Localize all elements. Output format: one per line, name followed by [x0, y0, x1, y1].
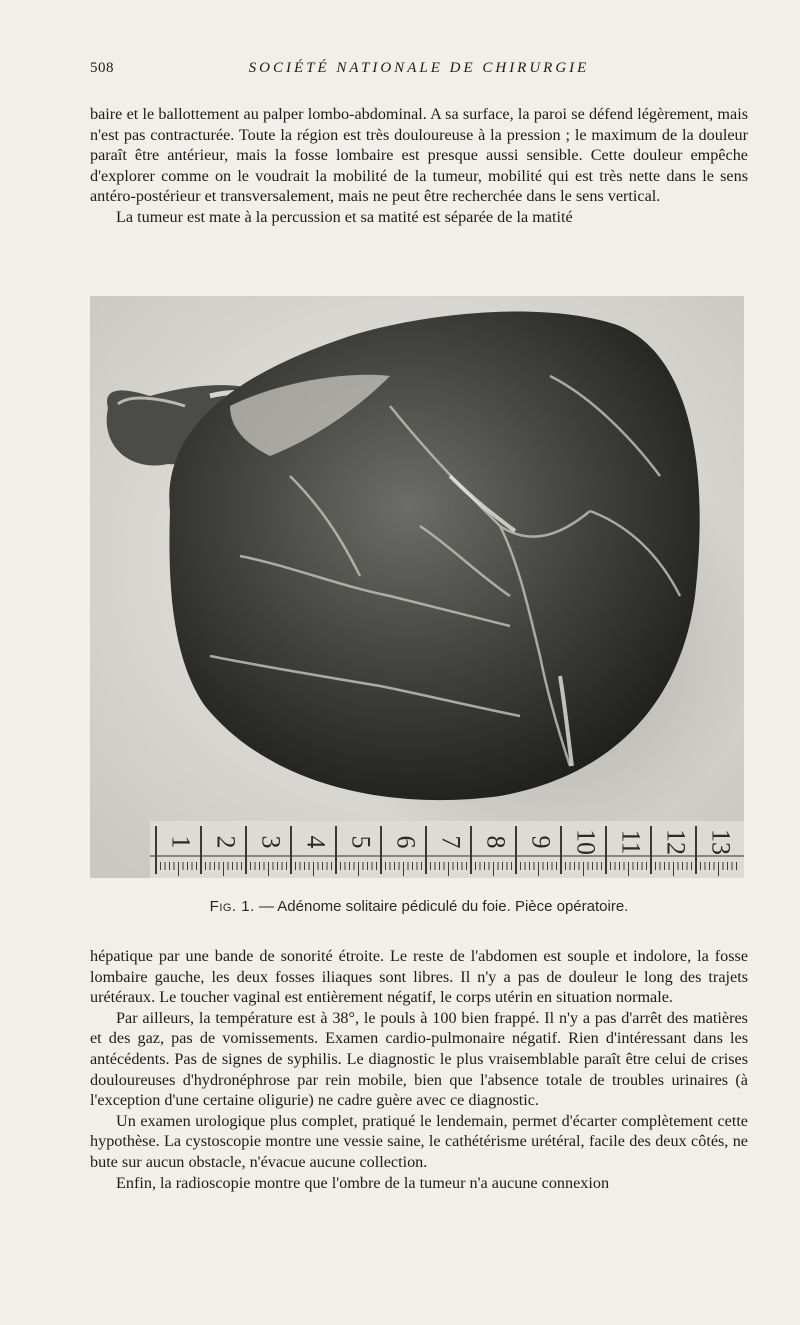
- ruler-number: 12: [661, 829, 691, 855]
- caption-text: — Adénome solitaire pédiculé du foie. Pièce opératoire.: [254, 898, 629, 915]
- text-block-bottom: [90, 946, 748, 1193]
- paragraph: Enfin, la radioscopie montre que l'ombre de la tumeur n'a aucune connexion: [116, 1173, 610, 1192]
- ruler-number: 4: [301, 835, 331, 849]
- ruler-number: 11: [616, 829, 646, 855]
- text-block-top: [90, 104, 748, 228]
- ruler-number: 8: [481, 835, 511, 849]
- page-header: [90, 60, 748, 84]
- ruler-number: 5: [346, 835, 376, 849]
- ruler-number: 6: [391, 835, 421, 849]
- paragraph: hépatique par une bande de sonorité étroite. Le reste de l'abdomen est souple et indolore, la fosse lombaire gauche, les deux fosses iliaques sont libres. Il n'y a pas de douleur le long des trajets urétéraux. Le toucher vaginal est entièrement négatif, le corps utérin en situation normale.: [90, 947, 748, 1007]
- figure-photograph: [90, 296, 744, 878]
- tumor-photograph: [90, 296, 744, 878]
- page-number: 508: [90, 60, 114, 76]
- figure-label: Fig. 1.: [209, 898, 255, 915]
- ruler-number: 9: [526, 835, 556, 849]
- ruler-number: 2: [211, 835, 241, 849]
- paragraph: baire et le ballottement au palper lombo-abdominal. A sa surface, la paroi se défend légèrement, mais n'est pas contracturée. Toute la région est très douloureuse à la pression ; le maximum de la douleur paraît être antérieur, mais la fosse lombaire est presque aussi sensible. Cette douleur empêche d'explorer comme on le voudrait la mobilité de la tumeur, mobilité qui est très nette dans le sens antéro-postérieur et transversalement, mais ne peut être recherchée dans le sens vertical.: [90, 105, 748, 206]
- ruler-number: 10: [571, 829, 601, 855]
- ruler-number: 1: [166, 835, 196, 849]
- ruler-number: 3: [256, 835, 286, 849]
- ruler-number: 7: [436, 835, 466, 849]
- ruler-number: 13: [706, 829, 736, 855]
- paragraph: Un examen urologique plus complet, pratiqué le lendemain, permet d'écarter complètement cette hypothèse. La cystoscopie montre une vessie saine, le cathétérisme urétéral, facile des deux côtés, ne bute sur aucun obstacle, n'évacue aucune collection.: [90, 1111, 748, 1171]
- paragraph: La tumeur est mate à la percussion et sa matité est séparée de la matité: [116, 207, 573, 226]
- figure-caption: [90, 898, 748, 915]
- paragraph: Par ailleurs, la température est à 38°, le pouls à 100 bien frappé. Il n'y a pas d'arrêt des matières et des gaz, pas de vomissements. Examen cardio-pulmonaire négatif. Rien d'intéressant dans les antécédents. Pas de signes de syphilis. Le diagnostic le plus vraisemblable paraît être celui de crises douloureuses d'hydronéphrose par rein mobile, bien que l'absence totale de troubles urinaires (à l'exception d'une certaine oligurie) ne cadre guère avec ce diagnostic.: [90, 1008, 748, 1110]
- running-title: SOCIÉTÉ NATIONALE DE CHIRURGIE: [248, 60, 590, 76]
